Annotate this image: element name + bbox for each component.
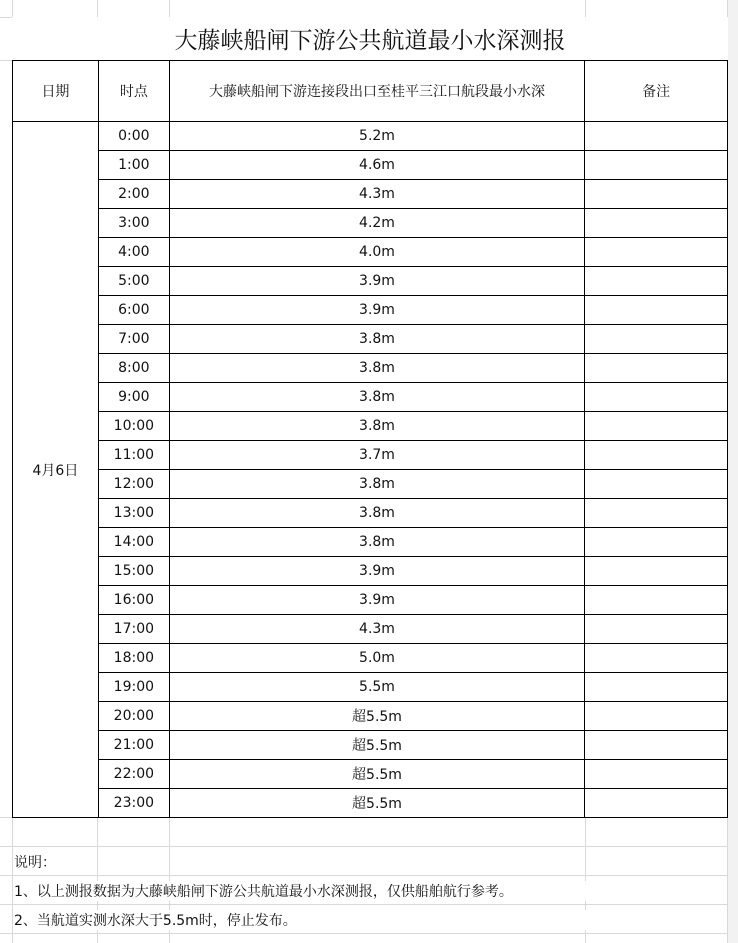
remark-cell [585,238,728,267]
table-row [13,412,728,441]
remark-cell [585,412,728,441]
depth-cell: 3.8m [169,383,584,412]
depth-cell: 超5.5m [169,760,584,789]
table-row [13,644,728,673]
table-row [13,760,728,789]
grid-line [0,846,738,847]
time-cell: 11:00 [98,441,169,470]
remark-cell [585,267,728,296]
remark-cell [585,354,728,383]
grid-line [0,875,738,876]
table-row [13,499,728,528]
time-cell: 21:00 [98,731,169,760]
header-remark: 备注 [585,61,728,122]
table-row [13,122,728,151]
remark-cell [585,296,728,325]
table-row [13,557,728,586]
remark-cell [585,644,728,673]
table-row [13,296,728,325]
remark-cell [585,122,728,151]
time-cell: 12:00 [98,470,169,499]
remark-cell [585,470,728,499]
depth-cell: 3.8m [169,470,584,499]
depth-table [12,60,728,818]
time-cell: 9:00 [98,383,169,412]
time-cell: 14:00 [98,528,169,557]
time-cell: 19:00 [98,673,169,702]
remark-cell [585,557,728,586]
remark-cell [585,499,728,528]
table-row [13,209,728,238]
depth-cell: 4.2m [169,209,584,238]
depth-cell: 超5.5m [169,789,584,818]
page-title: 大藤峡船闸下游公共航道最小水深测报 [12,17,728,60]
remark-cell [585,180,728,209]
header-time: 时点 [98,61,169,122]
table-row [13,383,728,412]
depth-cell: 3.8m [169,412,584,441]
remark-cell [585,789,728,818]
time-cell: 5:00 [98,267,169,296]
time-cell: 18:00 [98,644,169,673]
table-row [13,267,728,296]
time-cell: 6:00 [98,296,169,325]
remark-cell [585,151,728,180]
remark-cell [585,586,728,615]
time-cell: 15:00 [98,557,169,586]
time-cell: 3:00 [98,209,169,238]
depth-cell: 4.3m [169,615,584,644]
remark-cell [585,528,728,557]
depth-cell: 超5.5m [169,731,584,760]
depth-cell: 5.2m [169,122,584,151]
header-depth: 大藤峡船闸下游连接段出口至桂平三江口航段最小水深 [169,61,584,122]
notes-heading: 说明： [14,855,56,871]
grid-line [0,904,738,905]
time-cell: 10:00 [98,412,169,441]
remark-cell [585,325,728,354]
time-cell: 2:00 [98,180,169,209]
depth-cell: 3.8m [169,325,584,354]
table-row [13,325,728,354]
date-cell: 4月6日 [13,122,99,818]
remark-cell [585,383,728,412]
table-row [13,673,728,702]
depth-cell: 3.9m [169,557,584,586]
time-cell: 7:00 [98,325,169,354]
note-line-2: 2、当航道实测水深大于5.5m时，停止发布。 [14,910,714,930]
sheet-margin [728,0,738,943]
grid-line [0,933,738,934]
remark-cell [585,673,728,702]
depth-cell: 3.9m [169,586,584,615]
table-row [13,151,728,180]
table-row [13,470,728,499]
time-cell: 8:00 [98,354,169,383]
depth-cell: 4.0m [169,238,584,267]
table-row [13,441,728,470]
time-cell: 17:00 [98,615,169,644]
time-cell: 23:00 [98,789,169,818]
depth-cell: 3.8m [169,528,584,557]
remark-cell [585,731,728,760]
depth-cell: 超5.5m [169,702,584,731]
remark-cell [585,760,728,789]
depth-cell: 3.7m [169,441,584,470]
time-cell: 4:00 [98,238,169,267]
depth-cell: 3.9m [169,296,584,325]
table-row [13,354,728,383]
time-cell: 16:00 [98,586,169,615]
table-row [13,615,728,644]
table-row [13,586,728,615]
table-row [13,528,728,557]
time-cell: 0:00 [98,122,169,151]
depth-cell: 5.5m [169,673,584,702]
remark-cell [585,441,728,470]
table-row [13,180,728,209]
depth-cell: 3.8m [169,354,584,383]
header-row [13,61,728,122]
depth-cell: 3.9m [169,267,584,296]
depth-cell: 5.0m [169,644,584,673]
table-row [13,702,728,731]
time-cell: 13:00 [98,499,169,528]
table-row [13,731,728,760]
time-cell: 20:00 [98,702,169,731]
depth-cell: 3.8m [169,499,584,528]
time-cell: 1:00 [98,151,169,180]
time-cell: 22:00 [98,760,169,789]
remark-cell [585,702,728,731]
header-date: 日期 [13,61,99,122]
depth-cell: 4.3m [169,180,584,209]
table-row [13,789,728,818]
depth-cell: 4.6m [169,151,584,180]
note-line-1: 1、以上测报数据为大藤峡船闸下游公共航道最小水深测报，仅供船舶航行参考。 [14,881,714,901]
remark-cell [585,615,728,644]
table-row [13,238,728,267]
remark-cell [585,209,728,238]
